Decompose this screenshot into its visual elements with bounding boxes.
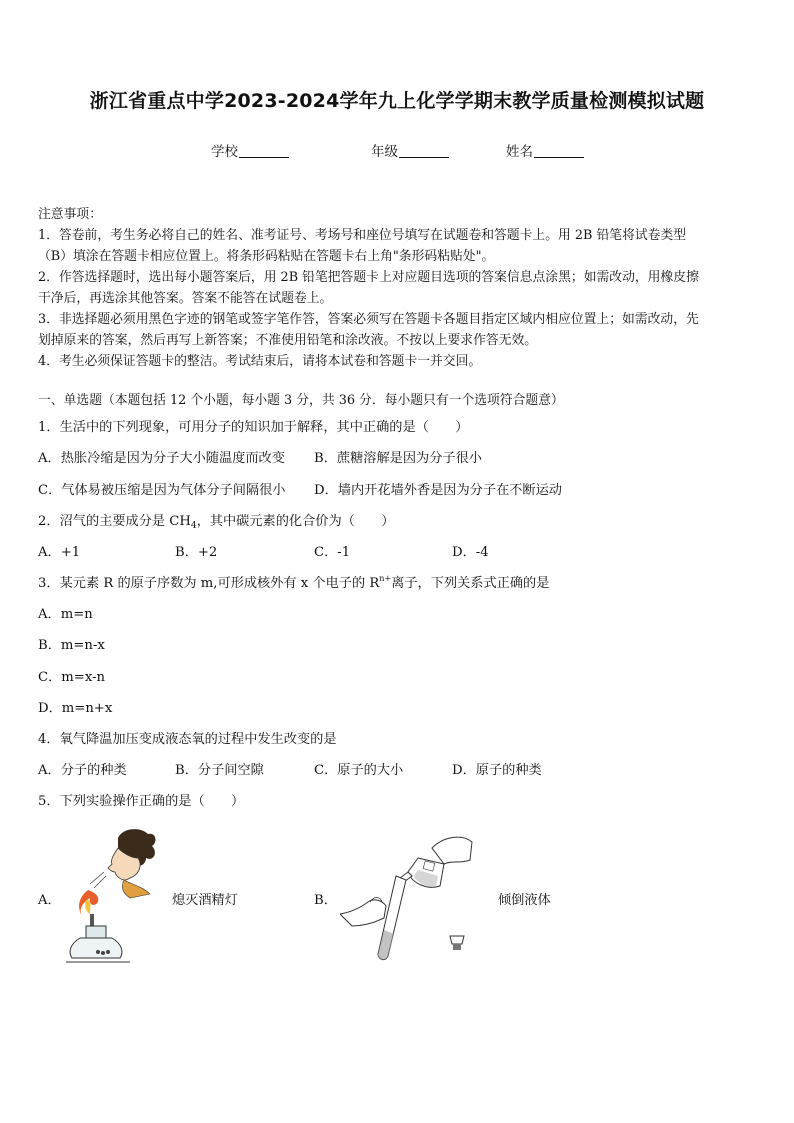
section-heading: 一、单选题（本题包括 12 个小题，每小题 3 分，共 36 分．每小题只有一个选项符合题意） [38,393,564,408]
q5-option-b-label: B． [314,893,337,908]
q3-stem-text-end: 离子，下列关系式正确的是 [391,576,550,591]
q1-option-d: D．墙内开花墙外香是因为分子在不断运动 [314,483,562,498]
notice-line: （B）填涂在答题卡相应位置上。将条形码粘贴在答题卡右上角"条形码粘贴处"。 [38,249,495,264]
q2-stem [38,510,394,529]
school-blank [239,144,289,158]
blow-out-alcohol-lamp-illustration [60,828,165,968]
name-label: 姓名 [506,144,533,160]
q3-option-c: C．m=x-n [38,670,105,685]
q5-option-a-label: A． [38,893,61,908]
q5-option-b-caption: 倾倒液体 [498,893,551,908]
q4-stem: 4．氧气降温加压变成液态氧的过程中发生改变的是 [38,732,337,747]
q3-option-d: D．m=n+x [38,701,113,716]
q3-option-a: A．m=n [38,607,93,622]
q1-option-a: A．热胀冷缩是因为分子大小随温度而改变 [38,451,285,466]
exam-title: 浙江省重点中学2023-2024学年九上化学学期末教学质量检测模拟试题 [89,90,705,112]
name-field [506,140,584,160]
q2-option-b: B．+2 [175,545,218,560]
q1-stem: 1．生活中的下列现象，可用分子的知识加于解释，其中正确的是（ ） [38,420,469,435]
q3-option-b: B．m=n-x [38,638,105,653]
notice-line: 2．作答选择题时，选出每小题答案后，用 2B 铅笔把答题卡上对应题目选项的答案信息点涂黑；如需改动，用橡皮擦 [38,270,699,285]
notice-line: 4．考生必须保证答题卡的整洁。考试结束后，请将本试卷和答题卡一并交回。 [38,354,482,369]
q2-option-c: C．-1 [314,545,351,560]
q5-option-a-caption: 熄灭酒精灯 [172,893,238,908]
notice-line: 1．答卷前，考生务必将自己的姓名、准考证号、考场号和座位号填写在试题卷和答题卡上。用 2B 铅笔将试卷类型 [38,228,687,243]
q1-option-b: B．蔗糖溶解是因为分子很小 [314,451,482,466]
q3-stem [38,572,549,591]
q2-stem-text-end: ，其中碳元素的化合价为（ ） [196,514,395,529]
grade-label: 年级 [371,144,398,160]
q4-option-a: A．分子的种类 [38,763,127,778]
q4-option-c: C．原子的大小 [314,763,404,778]
q3-stem-text: 3．某元素 R 的原子序数为 m,可形成核外有 x 个电子的 R [38,576,380,591]
school-field [211,140,289,160]
pour-liquid-illustration [340,830,490,965]
q2-stem-text: 2．沼气的主要成分是 CH [38,514,191,529]
notice-heading: 注意事项： [38,207,102,222]
q2-option-d: D．-4 [452,545,489,560]
school-label: 学校 [211,144,238,160]
notice-line: 3．非选择题必须用黑色字迹的钢笔或签字笔作答，答案必须写在答题卡各题目指定区域内相应位置上；如需改动，先 [38,312,699,327]
name-blank [534,144,584,158]
q2-option-a: A．+1 [38,545,81,560]
q4-option-d: D．原子的种类 [452,763,542,778]
grade-field [371,140,449,160]
q2-stem-subscript: 4 [190,521,197,531]
q1-option-c: C．气体易被压缩是因为气体分子间隔很小 [38,483,286,498]
q4-option-b: B．分子间空隙 [175,763,264,778]
q5-stem: 5．下列实验操作正确的是（ ） [38,794,245,809]
notice-line: 干净后，再选涂其他答案。答案不能答在试题卷上。 [38,291,333,306]
notice-line: 划掉原来的答案，然后再写上新答案；不准使用铅笔和涂改液。不按以上要求作答无效。 [38,333,538,348]
q3-stem-superscript: n+ [379,574,392,583]
grade-blank [399,144,449,158]
